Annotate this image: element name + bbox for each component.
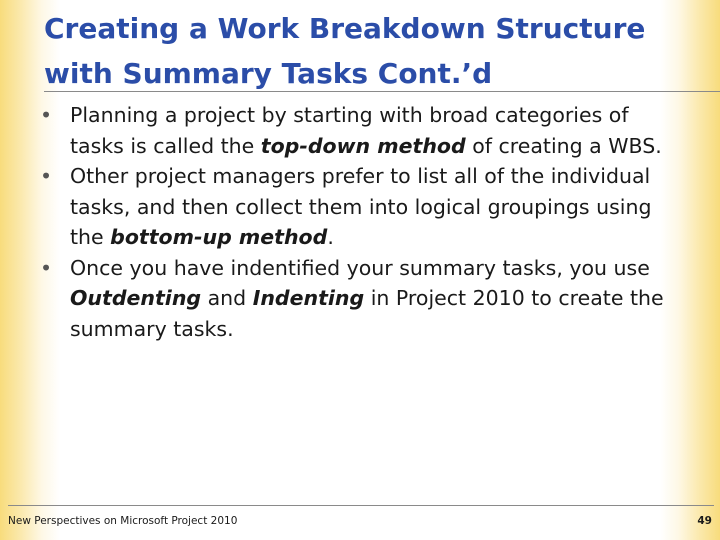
footer-divider (8, 505, 714, 506)
bullet-dot-icon: • (40, 103, 53, 127)
bullet-text: Once you have indentified your summary tasks, you use (70, 255, 650, 280)
bullet-item (40, 100, 680, 161)
bullet-emphasis: top-down method (260, 133, 466, 158)
bullet-dot-icon: • (40, 255, 53, 280)
bullet-text: Other project managers prefer to list all of the individual tasks, and then collect them into logical groupings using the (70, 164, 652, 249)
bullet-item (40, 253, 680, 345)
bullet-text: . (327, 225, 334, 249)
bullet-text: of creating a WBS. (465, 133, 662, 158)
page-number: 49 (697, 515, 712, 527)
bullet-text: Planning a project by starting with broad categories of tasks is called the (70, 103, 629, 158)
title-divider (44, 91, 720, 92)
bullet-emphasis: bottom-up method (110, 225, 328, 249)
bullet-list (40, 100, 680, 344)
slide-title (44, 6, 704, 96)
bullet-item (40, 161, 680, 253)
slide-title-line-1: Creating a Work Breakdown Structure (44, 12, 646, 45)
bullet-emphasis: Indenting (252, 286, 365, 310)
bullet-text: in Project 2010 to create the summary tasks. (70, 286, 664, 341)
footer-caption: New Perspectives on Microsoft Project 2010 (8, 515, 238, 527)
bullet-emphasis: Outdenting (70, 286, 202, 310)
slide-title-line-2: with Summary Tasks Cont.’d (44, 57, 493, 90)
bullet-dot-icon: • (40, 164, 53, 188)
bullet-text: and (201, 286, 253, 310)
